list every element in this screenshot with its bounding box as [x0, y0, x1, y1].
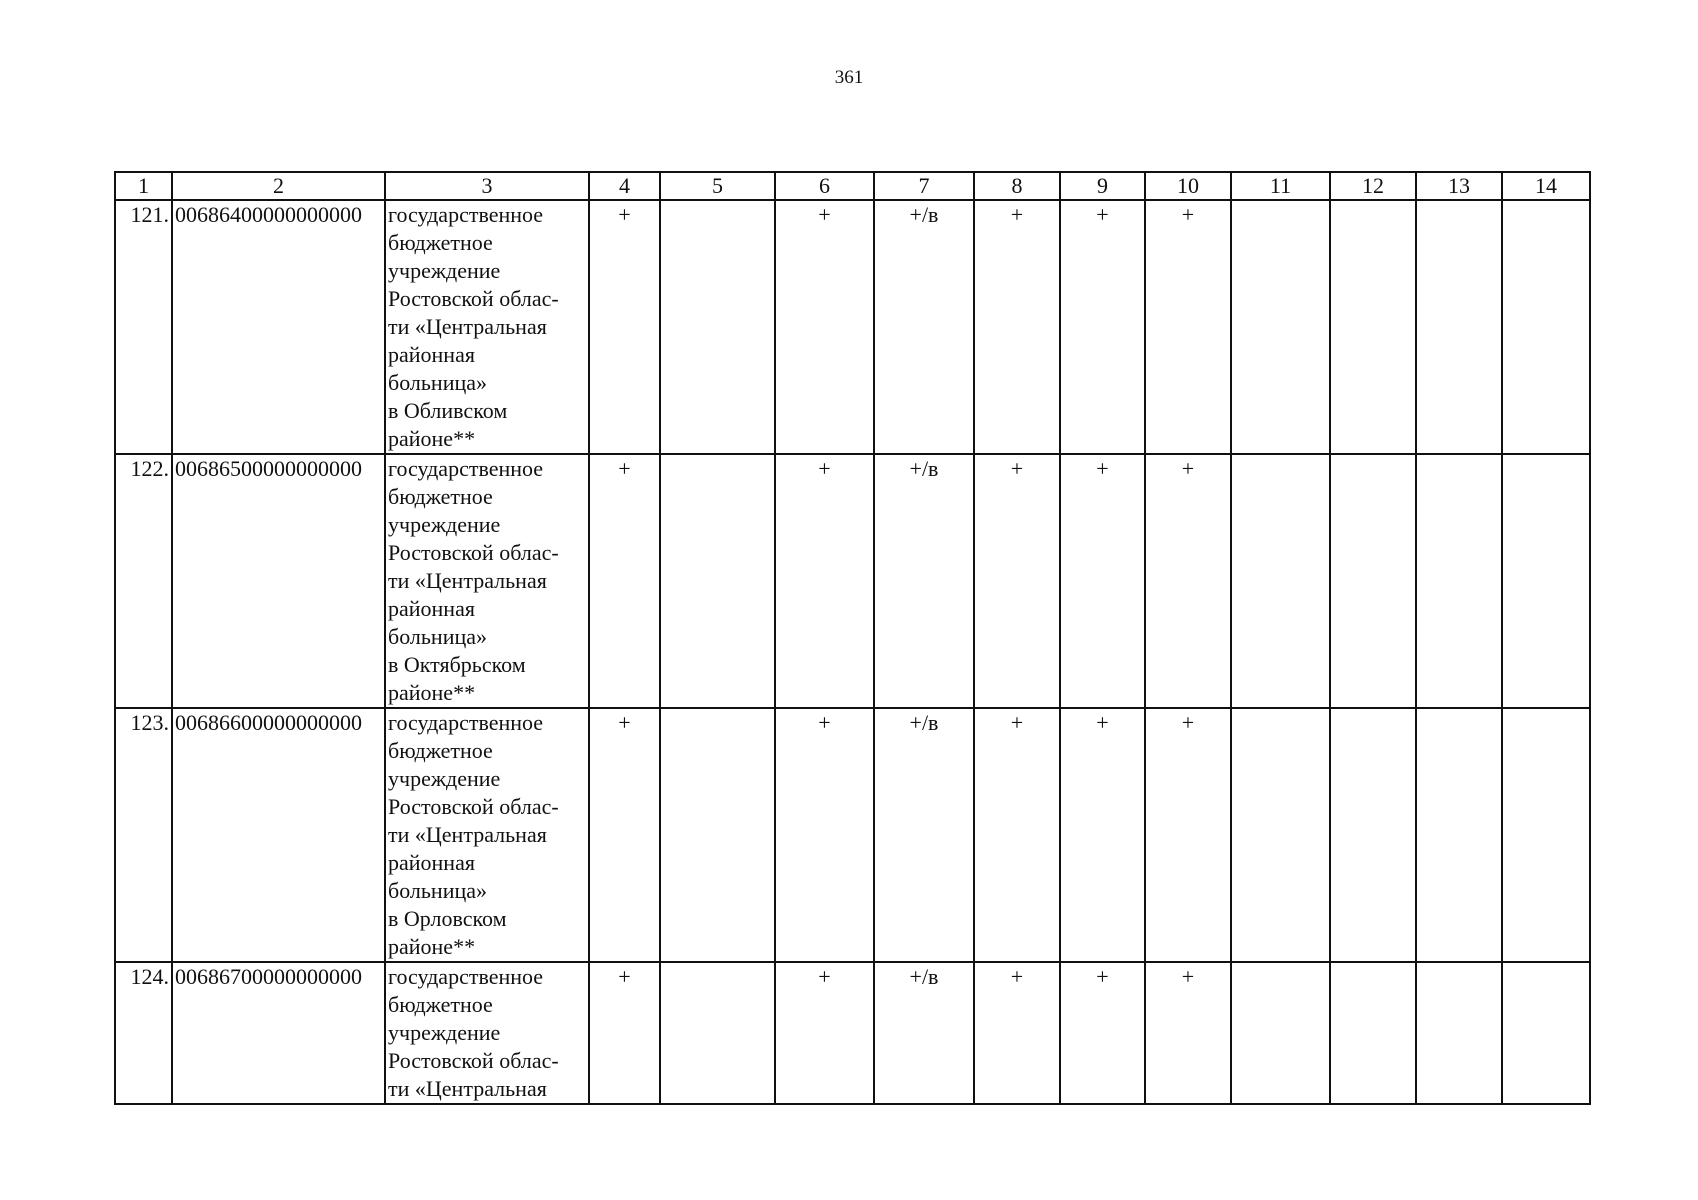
column-header: 10 — [1145, 172, 1231, 200]
institution-code: 00686500000000000 — [172, 454, 385, 708]
column-header: 6 — [775, 172, 874, 200]
column-header: 8 — [974, 172, 1060, 200]
cell-col-9: + — [1060, 962, 1145, 1104]
institution-name: государственное бюджетное учреждение Ростовской облас- ти «Центральная районная больница» в Орловском районе** — [385, 708, 589, 962]
cell-col-12 — [1330, 708, 1416, 962]
row-number: 121. — [115, 200, 172, 454]
institution-name: государственное бюджетное учреждение Ростовской облас- ти «Центральная районная больница» в Октябрьском районе** — [385, 454, 589, 708]
institution-code: 00686400000000000 — [172, 200, 385, 454]
cell-col-4: + — [589, 708, 660, 962]
cell-col-5 — [660, 200, 775, 454]
column-header: 1 — [115, 172, 172, 200]
cell-col-14 — [1502, 200, 1590, 454]
cell-col-7: +/в — [874, 962, 974, 1104]
cell-col-7: +/в — [874, 200, 974, 454]
cell-col-13 — [1416, 708, 1502, 962]
cell-col-13 — [1416, 962, 1502, 1104]
cell-col-6: + — [775, 708, 874, 962]
page-number: 361 — [834, 67, 864, 88]
row-number: 123. — [115, 708, 172, 962]
cell-col-7: +/в — [874, 708, 974, 962]
column-header: 13 — [1416, 172, 1502, 200]
cell-col-9: + — [1060, 708, 1145, 962]
cell-col-10: + — [1145, 962, 1231, 1104]
cell-col-13 — [1416, 200, 1502, 454]
table-row — [115, 708, 1590, 962]
cell-col-4: + — [589, 962, 660, 1104]
cell-col-4: + — [589, 200, 660, 454]
row-number: 122. — [115, 454, 172, 708]
cell-col-13 — [1416, 454, 1502, 708]
column-header: 2 — [172, 172, 385, 200]
column-number-row — [115, 172, 1590, 200]
table-row — [115, 962, 1590, 1104]
cell-col-12 — [1330, 200, 1416, 454]
cell-col-6: + — [775, 962, 874, 1104]
register-table — [114, 171, 1591, 1105]
column-header: 4 — [589, 172, 660, 200]
cell-col-6: + — [775, 454, 874, 708]
cell-col-7: +/в — [874, 454, 974, 708]
cell-col-8: + — [974, 962, 1060, 1104]
institution-name: государственное бюджетное учреждение Ростовской облас- ти «Центральная — [385, 962, 589, 1104]
table-row — [115, 200, 1590, 454]
column-header: 9 — [1060, 172, 1145, 200]
table-row — [115, 454, 1590, 708]
cell-col-6: + — [775, 200, 874, 454]
institution-code: 00686700000000000 — [172, 962, 385, 1104]
cell-col-12 — [1330, 454, 1416, 708]
column-header: 7 — [874, 172, 974, 200]
row-number: 124. — [115, 962, 172, 1104]
cell-col-14 — [1502, 708, 1590, 962]
cell-col-12 — [1330, 962, 1416, 1104]
cell-col-4: + — [589, 454, 660, 708]
column-header: 12 — [1330, 172, 1416, 200]
column-header: 14 — [1502, 172, 1590, 200]
cell-col-8: + — [974, 200, 1060, 454]
cell-col-10: + — [1145, 200, 1231, 454]
cell-col-5 — [660, 454, 775, 708]
cell-col-11 — [1231, 454, 1330, 708]
cell-col-11 — [1231, 708, 1330, 962]
column-header: 3 — [385, 172, 589, 200]
column-header: 5 — [660, 172, 775, 200]
cell-col-11 — [1231, 200, 1330, 454]
institution-name: государственное бюджетное учреждение Ростовской облас- ти «Центральная районная больница» в Обливском районе** — [385, 200, 589, 454]
cell-col-10: + — [1145, 454, 1231, 708]
cell-col-5 — [660, 708, 775, 962]
institution-code: 00686600000000000 — [172, 708, 385, 962]
cell-col-8: + — [974, 454, 1060, 708]
cell-col-14 — [1502, 962, 1590, 1104]
cell-col-9: + — [1060, 200, 1145, 454]
cell-col-11 — [1231, 962, 1330, 1104]
cell-col-9: + — [1060, 454, 1145, 708]
cell-col-14 — [1502, 454, 1590, 708]
column-header: 11 — [1231, 172, 1330, 200]
cell-col-5 — [660, 962, 775, 1104]
cell-col-8: + — [974, 708, 1060, 962]
cell-col-10: + — [1145, 708, 1231, 962]
